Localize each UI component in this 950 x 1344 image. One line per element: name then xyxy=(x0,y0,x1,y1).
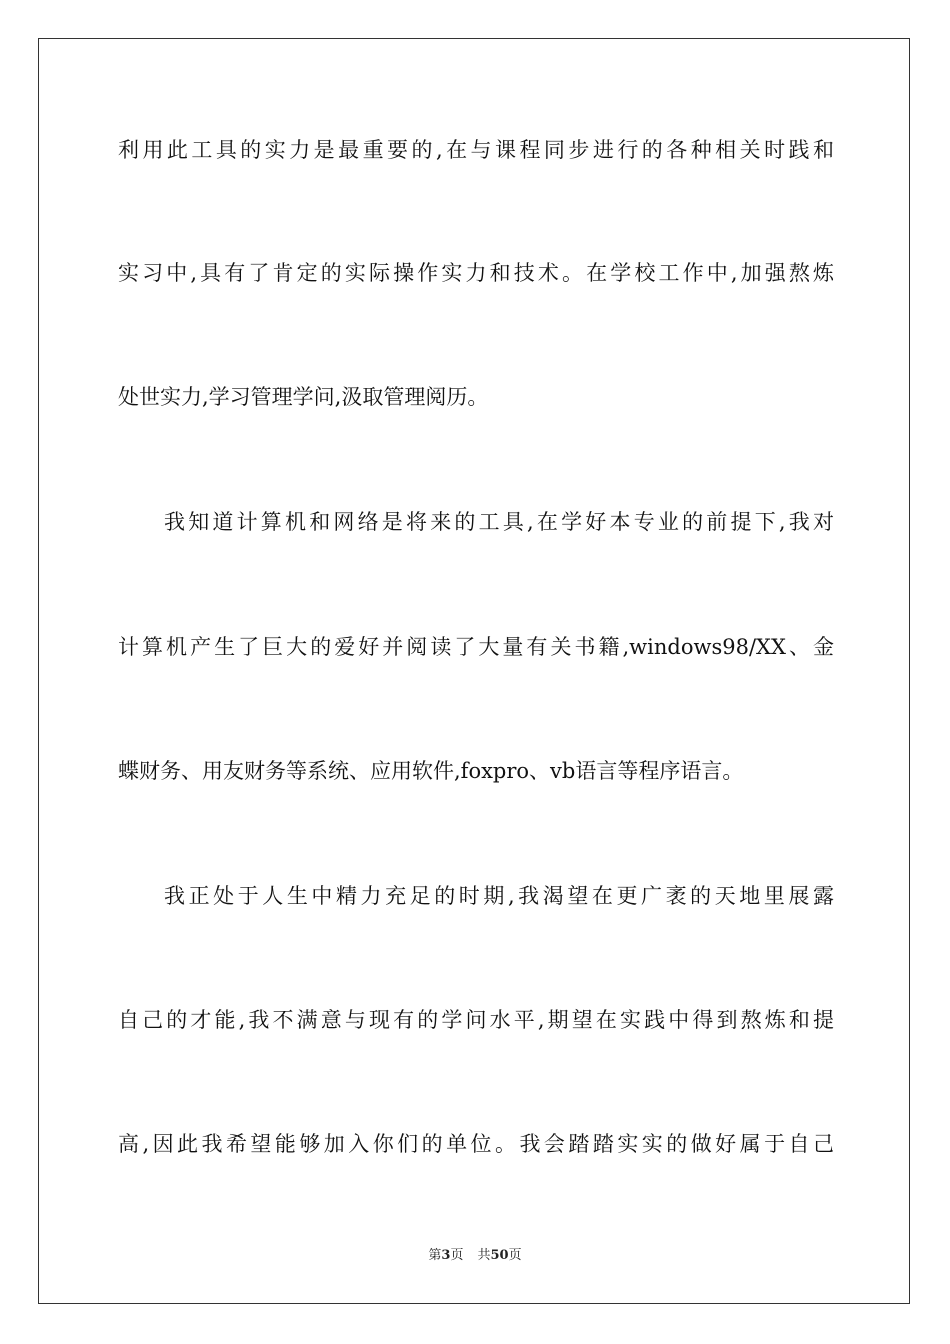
page-border xyxy=(38,38,910,1304)
footer-total-prefix: 共 xyxy=(477,1248,491,1263)
footer-page-prefix: 第 xyxy=(428,1248,442,1263)
text-line-8: 自己的才能,我不满意与现有的学问水平,期望在实践中得到熬炼和提 xyxy=(118,1008,834,1032)
text-line-1: 利用此工具的实力是最重要的,在与课程同步进行的各种相关时践和 xyxy=(118,138,834,162)
text-line-4: 我知道计算机和网络是将来的工具,在学好本专业的前提下,我对 xyxy=(164,510,834,534)
page-footer xyxy=(0,1246,950,1266)
text-line-2: 实习中,具有了肯定的实际操作实力和技术。在学校工作中,加强熬炼 xyxy=(118,261,834,285)
footer-total-pages: 50 xyxy=(490,1248,509,1263)
text-line-3: 处世实力,学习管理学问,汲取管理阅历。 xyxy=(118,385,489,409)
footer-page-number: 3 xyxy=(441,1248,451,1263)
text-line-9: 高,因此我希望能够加入你们的单位。我会踏踏实实的做好属于自己 xyxy=(118,1132,834,1156)
text-line-7: 我正处于人生中精力充足的时期,我渴望在更广袤的天地里展露 xyxy=(164,884,834,908)
footer-page-suffix: 页 xyxy=(450,1248,464,1263)
footer-total-suffix: 页 xyxy=(508,1248,522,1263)
text-line-6: 蝶财务、用友财务等系统、应用软件,foxpro、vb语言等程序语言。 xyxy=(118,759,744,783)
text-line-5: 计算机产生了巨大的爱好并阅读了大量有关书籍,windows98/XX、金 xyxy=(118,635,834,659)
